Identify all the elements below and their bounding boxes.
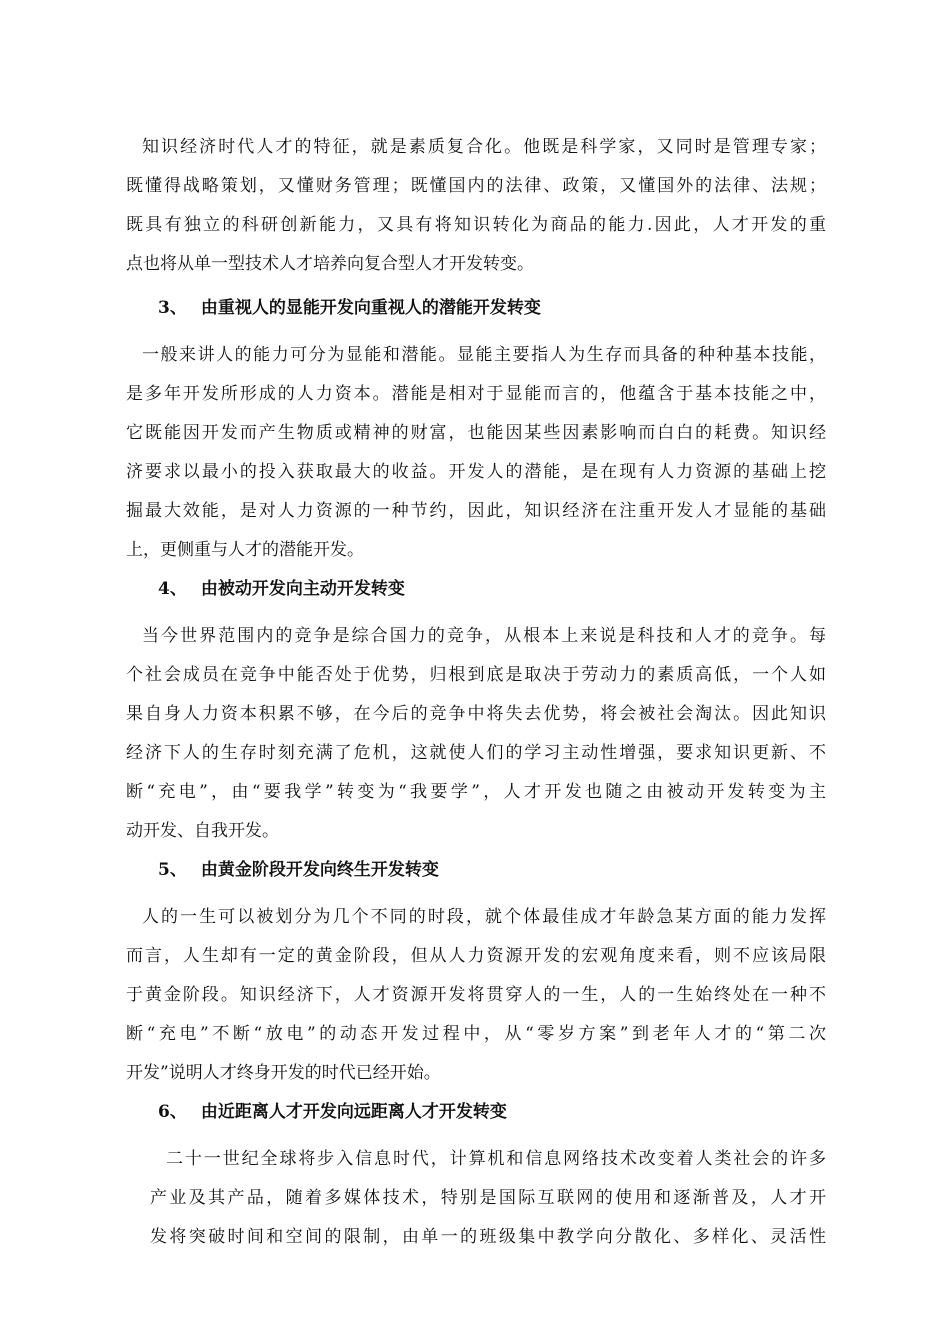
heading-text: 由被动开发向主动开发转变 — [200, 579, 405, 599]
paragraph-2 — [126, 336, 826, 570]
paragraph-line: 于黄金阶段。知识经济下，人才资源开发将贯穿人的一生，人的一生始终处在一种不 — [126, 985, 826, 1005]
paragraph-line: 既懂得战略策划，又懂财务管理；既懂国内的法律、政策，又懂国外的法律、法规； — [126, 176, 826, 196]
paragraph-line: 知识经济时代人才的特征，就是素质复合化。他既是科学家，又同时是管理专家； — [142, 137, 826, 157]
paragraph-line: 而言，人生却有一定的黄金阶段，但从人力资源开发的宏观角度来看，则不应该局限 — [126, 946, 826, 966]
heading-number: 5、 — [158, 860, 187, 880]
paragraph-line: 二十一世纪全球将步入信息时代，计算机和信息网络技术改变着人类社会的许多 — [166, 1149, 826, 1169]
paragraph-line: 点也将从单一型技术人才培养向复合型人才开发转变。 — [126, 254, 534, 274]
paragraph-line: 它既能因开发而产生物质或精神的财富，也能因某些因素影响而白白的耗费。知识经 — [126, 423, 826, 443]
heading-text: 由重视人的显能开发向重视人的潜能开发转变 — [200, 298, 541, 318]
section-heading-5 — [158, 858, 439, 882]
heading-text: 由黄金阶段开发向终生开发转变 — [200, 860, 439, 880]
paragraph-line: 济要求以最小的投入获取最大的收益。开发人的潜能，是在现有人力资源的基础上挖 — [126, 462, 826, 482]
paragraph-line: 既具有独立的科研创新能力，又具有将知识转化为商品的能力.因此，人才开发的重 — [126, 215, 826, 235]
paragraph-line: 一般来讲人的能力可分为显能和潜能。显能主要指人为生存而具备的种种基本技能， — [142, 345, 826, 365]
paragraph-line: 动开发、自我开发。 — [126, 821, 279, 841]
paragraph-line: 断“充电”，由“要我学”转变为“我要学”，人才开发也随之由被动开发转变为主 — [126, 782, 826, 802]
paragraph-line: 经济下人的生存时刻充满了危机，这就使人们的学习主动性增强，要求知识更新、不 — [126, 743, 826, 763]
paragraph-line: 掘最大效能，是对人力资源的一种节约，因此，知识经济在注重开发人才显能的基础 — [126, 501, 826, 521]
heading-text: 由近距离人才开发向远距离人才开发转变 — [200, 1102, 507, 1122]
paragraph-line: 断“充电”不断“放电”的动态开发过程中，从“零岁方案”到老年人才的“第二次 — [126, 1024, 826, 1044]
section-heading-3 — [158, 296, 541, 320]
section-heading-4 — [158, 577, 405, 601]
paragraph-line: 开发”说明人才终身开发的时代已经开始。 — [126, 1063, 441, 1083]
paragraph-line: 当今世界范围内的竞争是综合国力的竞争，从根本上来说是科技和人才的竞争。每 — [142, 626, 826, 646]
paragraph-line: 是多年开发所形成的人力资本。潜能是相对于显能而言的，他蕴含于基本技能之中， — [126, 384, 826, 404]
paragraph-line: 人的一生可以被划分为几个不同的时段，就个体最佳成才年龄急某方面的能力发挥 — [142, 907, 826, 927]
paragraph-3 — [126, 617, 826, 851]
paragraph-line: 上，更侧重与人才的潜能开发。 — [126, 540, 364, 560]
paragraph-4 — [126, 898, 826, 1093]
section-heading-6 — [158, 1100, 507, 1124]
heading-number: 3、 — [158, 298, 187, 318]
heading-number: 6、 — [158, 1102, 187, 1122]
paragraph-line: 个社会成员在竞争中能否处于优势，归根到底是取决于劳动力的素质高低，一个人如 — [126, 665, 826, 685]
paragraph-line: 发将突破时间和空间的限制，由单一的班级集中教学向分散化、多样化、灵活性 — [150, 1227, 826, 1247]
paragraph-1 — [126, 128, 826, 284]
paragraph-5 — [150, 1140, 826, 1257]
paragraph-line: 果自身人力资本积累不够，在今后的竞争中将失去优势，将会被社会淘汰。因此知识 — [126, 704, 826, 724]
paragraph-line: 产业及其产品，随着多媒体技术，特别是国际互联网的使用和逐渐普及，人才开 — [150, 1188, 826, 1208]
heading-number: 4、 — [158, 579, 187, 599]
